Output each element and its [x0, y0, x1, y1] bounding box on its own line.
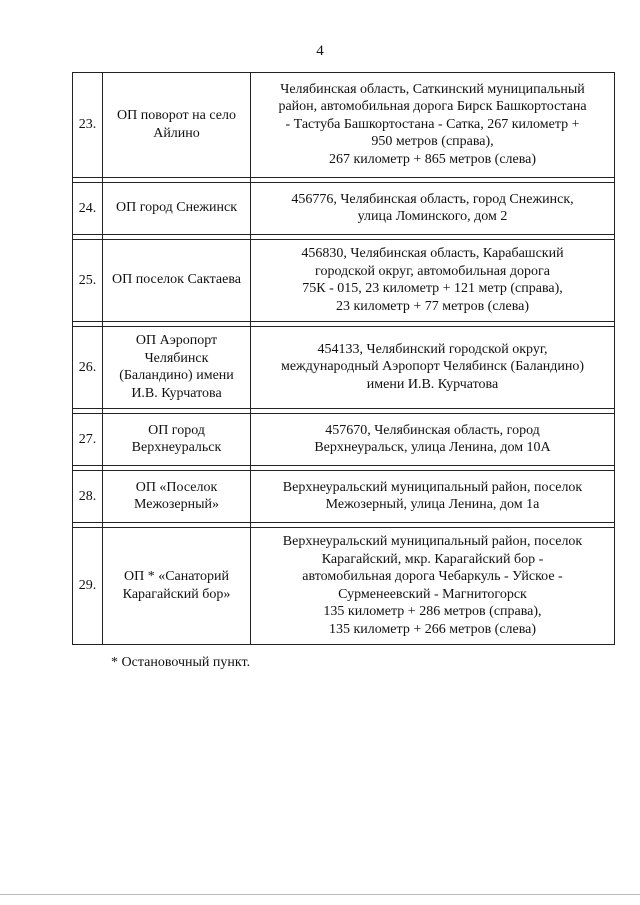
stop-name-line: Челябинск — [144, 350, 209, 366]
stop-name-line: Межозерный» — [134, 497, 219, 512]
table-row — [73, 183, 615, 235]
row-number: 29. — [73, 528, 103, 645]
table-row — [73, 327, 615, 409]
row-number: 28. — [73, 471, 103, 523]
row-number: 23. — [73, 73, 103, 178]
address-line: Челябинская область, Саткинский муниципальный — [280, 81, 585, 97]
stop-address — [251, 73, 615, 178]
address-line: 454133, Челябинский городской округ, — [317, 341, 548, 357]
row-number: 24. — [73, 183, 103, 235]
stop-name-line: ОП город Снежинск — [115, 200, 238, 216]
stop-address — [251, 183, 615, 235]
stop-name-line: И.В. Курчатова — [131, 385, 222, 401]
stop-address — [251, 327, 615, 409]
stop-name-line: (Баландино) имени — [119, 368, 234, 383]
stop-name-line: ОП Аэропорт — [135, 333, 218, 348]
row-number: 26. — [73, 327, 103, 409]
address-line: 456830, Челябинская область, Карабашский — [301, 246, 564, 261]
footnote: * Остановочный пункт. — [111, 655, 251, 670]
stops-table — [72, 72, 615, 645]
stop-name-line: Айлино — [153, 125, 200, 141]
stop-name — [103, 471, 251, 523]
address-line: 456776, Челябинская область, город Снежинск, — [291, 191, 574, 207]
address-line: городской округ, автомобильная дорога — [315, 263, 550, 279]
stop-address — [251, 414, 615, 466]
address-line: 950 метров (справа), — [371, 134, 494, 150]
stop-address — [251, 240, 615, 322]
stop-address — [251, 471, 615, 523]
stops-table-body — [73, 73, 615, 645]
stop-name-line: ОП * «Санаторий — [123, 569, 230, 584]
address-line: Верхнеуральский муниципальный район, поселок — [282, 479, 583, 495]
stop-name — [103, 73, 251, 178]
stop-name — [103, 414, 251, 466]
row-number: 27. — [73, 414, 103, 466]
page-bottom-edge — [0, 894, 640, 895]
address-line: улица Ломинского, дом 2 — [357, 209, 508, 224]
address-line: автомобильная дорога Чебаркуль - Уйское - — [302, 569, 563, 584]
address-line: 135 километр + 266 метров (слева) — [328, 621, 537, 637]
stop-name-line: Карагайский бор» — [122, 586, 231, 602]
address-line: 135 километр + 286 метров (справа), — [323, 604, 542, 619]
address-line: 267 километр + 865 метров (слева) — [328, 151, 537, 167]
address-line: Карагайский, мкр. Карагайский бор - — [321, 551, 544, 567]
address-line: имени И.В. Курчатова — [366, 376, 499, 392]
stop-name — [103, 240, 251, 322]
table-row — [73, 240, 615, 322]
address-line: Сурменеевский - Магнитогорск — [338, 586, 527, 602]
stop-address — [251, 528, 615, 645]
page-number: 4 — [316, 43, 324, 59]
address-line: Верхнеуральск, улица Ленина, дом 10А — [314, 440, 551, 455]
stop-name-line: ОП поселок Сактаева — [112, 272, 241, 288]
table-row — [73, 73, 615, 178]
stop-name-line: Верхнеуральск — [131, 440, 222, 455]
row-number: 25. — [73, 240, 103, 322]
address-line: 23 километр + 77 метров (слева) — [335, 298, 530, 314]
table-row — [73, 528, 615, 645]
address-line: Межозерный, улица Ленина, дом 1а — [325, 497, 540, 512]
stop-name-line: ОП «Поселок — [135, 479, 218, 495]
stop-name — [103, 183, 251, 235]
address-line: Верхнеуральский муниципальный район, поселок — [282, 534, 583, 549]
address-line: международный Аэропорт Челябинск (Баландино) — [280, 359, 585, 375]
address-line: 457670, Челябинская область, город — [325, 422, 540, 438]
address-line: 75К - 015, 23 километр + 121 метр (справа), — [302, 281, 563, 296]
stop-name-line: ОП поворот на село — [117, 108, 236, 123]
table-row — [73, 414, 615, 466]
table-row — [73, 471, 615, 523]
stop-name-line: ОП город — [148, 422, 205, 438]
stop-name — [103, 528, 251, 645]
address-line: - Тастуба Башкортостана - Сатка, 267 километр + — [285, 116, 580, 132]
stop-name — [103, 327, 251, 409]
address-line: район, автомобильная дорога Бирск Башкортостана — [278, 99, 587, 115]
